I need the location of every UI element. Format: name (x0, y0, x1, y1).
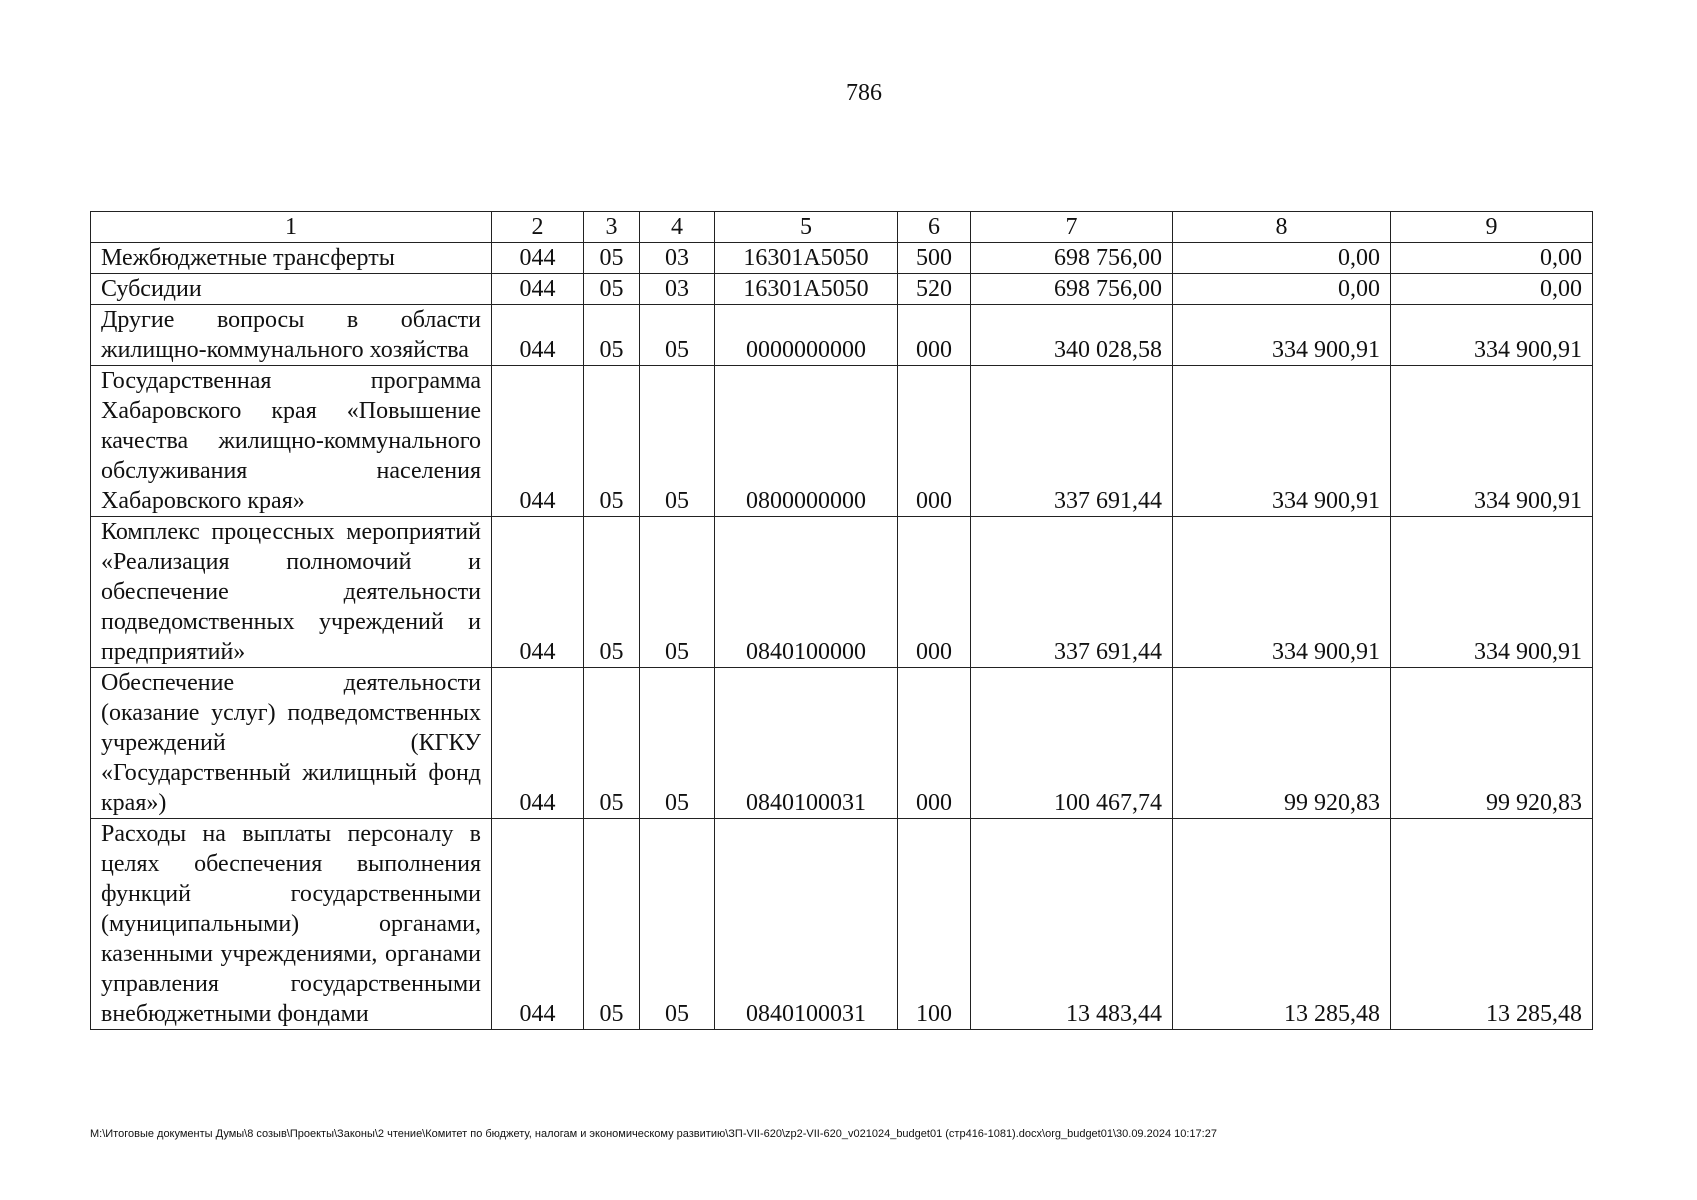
section-cell: 05 (584, 274, 640, 305)
expense-type-cell: 100 (898, 819, 971, 1030)
amount-col9-cell: 334 900,91 (1391, 366, 1593, 517)
column-header: 7 (971, 212, 1173, 243)
column-header: 2 (492, 212, 584, 243)
table-row (91, 305, 1593, 366)
column-header: 5 (715, 212, 898, 243)
budget-table (90, 211, 1593, 1030)
row-name-cell: Межбюджетные трансферты (91, 243, 492, 274)
row-name-cell: Субсидии (91, 274, 492, 305)
row-name-cell: Обеспечение деятельности (оказание услуг) подведомственных учреждений (КГКУ «Государственный жилищный фонд края») (91, 668, 492, 819)
admin-code-cell: 044 (492, 517, 584, 668)
column-header: 9 (1391, 212, 1593, 243)
admin-code-cell: 044 (492, 668, 584, 819)
section-cell: 05 (584, 305, 640, 366)
target-article-cell: 0800000000 (715, 366, 898, 517)
amount-col7-cell: 13 483,44 (971, 819, 1173, 1030)
section-cell: 05 (584, 819, 640, 1030)
page-number: 786 (846, 80, 882, 106)
column-header: 4 (640, 212, 715, 243)
amount-col7-cell: 337 691,44 (971, 366, 1173, 517)
admin-code-cell: 044 (492, 819, 584, 1030)
expense-type-cell: 520 (898, 274, 971, 305)
target-article-cell: 16301А5050 (715, 274, 898, 305)
expense-type-cell: 000 (898, 668, 971, 819)
expense-type-cell: 000 (898, 517, 971, 668)
amount-col8-cell: 334 900,91 (1173, 517, 1391, 668)
row-name-cell: Комплекс процессных мероприятий «Реализация полномочий и обеспечение деятельности подведомственных учреждений и предприятий» (91, 517, 492, 668)
target-article-cell: 16301А5050 (715, 243, 898, 274)
admin-code-cell: 044 (492, 305, 584, 366)
subsection-cell: 05 (640, 668, 715, 819)
table-row (91, 517, 1593, 668)
admin-code-cell: 044 (492, 274, 584, 305)
subsection-cell: 05 (640, 819, 715, 1030)
admin-code-cell: 044 (492, 366, 584, 517)
section-cell: 05 (584, 243, 640, 274)
table-header-row (91, 212, 1593, 243)
amount-col7-cell: 340 028,58 (971, 305, 1173, 366)
amount-col7-cell: 337 691,44 (971, 517, 1173, 668)
target-article-cell: 0000000000 (715, 305, 898, 366)
amount-col8-cell: 334 900,91 (1173, 366, 1391, 517)
amount-col9-cell: 99 920,83 (1391, 668, 1593, 819)
amount-col7-cell: 698 756,00 (971, 243, 1173, 274)
amount-col8-cell: 0,00 (1173, 274, 1391, 305)
amount-col9-cell: 13 285,48 (1391, 819, 1593, 1030)
expense-type-cell: 500 (898, 243, 971, 274)
section-cell: 05 (584, 668, 640, 819)
row-name-cell: Расходы на выплаты персоналу в целях обеспечения выполнения функций государственными (муниципальными) органами, казенными учреждениями, органами управления государственными внебюджетными фондами (91, 819, 492, 1030)
table-row (91, 819, 1593, 1030)
section-cell: 05 (584, 517, 640, 668)
column-header: 8 (1173, 212, 1391, 243)
subsection-cell: 05 (640, 517, 715, 668)
row-name-cell: Другие вопросы в области жилищно-коммунального хозяйства (91, 305, 492, 366)
target-article-cell: 0840100000 (715, 517, 898, 668)
amount-col7-cell: 100 467,74 (971, 668, 1173, 819)
amount-col9-cell: 334 900,91 (1391, 305, 1593, 366)
table-row (91, 243, 1593, 274)
section-cell: 05 (584, 366, 640, 517)
expense-type-cell: 000 (898, 305, 971, 366)
subsection-cell: 03 (640, 274, 715, 305)
table-row (91, 274, 1593, 305)
subsection-cell: 03 (640, 243, 715, 274)
column-header: 1 (91, 212, 492, 243)
admin-code-cell: 044 (492, 243, 584, 274)
amount-col9-cell: 0,00 (1391, 243, 1593, 274)
target-article-cell: 0840100031 (715, 819, 898, 1030)
amount-col8-cell: 334 900,91 (1173, 305, 1391, 366)
row-name-cell: Государственная программа Хабаровского края «Повышение качества жилищно-коммунального обслуживания населения Хабаровского края» (91, 366, 492, 517)
expense-type-cell: 000 (898, 366, 971, 517)
table-row (91, 668, 1593, 819)
table-row (91, 366, 1593, 517)
column-header: 6 (898, 212, 971, 243)
amount-col7-cell: 698 756,00 (971, 274, 1173, 305)
subsection-cell: 05 (640, 366, 715, 517)
amount-col9-cell: 334 900,91 (1391, 517, 1593, 668)
footer-file-path: M:\Итоговые документы Думы\8 созыв\Проекты\Законы\2 чтение\Комитет по бюджету, налогам и экономическому развитию\ЗП-VII-620\zp2-VII-620_v021024_budget01 (стр416-1081).docx\org_budget01\30.09.2024 10:17:27 (90, 1128, 1217, 1140)
column-header: 3 (584, 212, 640, 243)
amount-col8-cell: 13 285,48 (1173, 819, 1391, 1030)
amount-col8-cell: 0,00 (1173, 243, 1391, 274)
subsection-cell: 05 (640, 305, 715, 366)
amount-col8-cell: 99 920,83 (1173, 668, 1391, 819)
amount-col9-cell: 0,00 (1391, 274, 1593, 305)
target-article-cell: 0840100031 (715, 668, 898, 819)
